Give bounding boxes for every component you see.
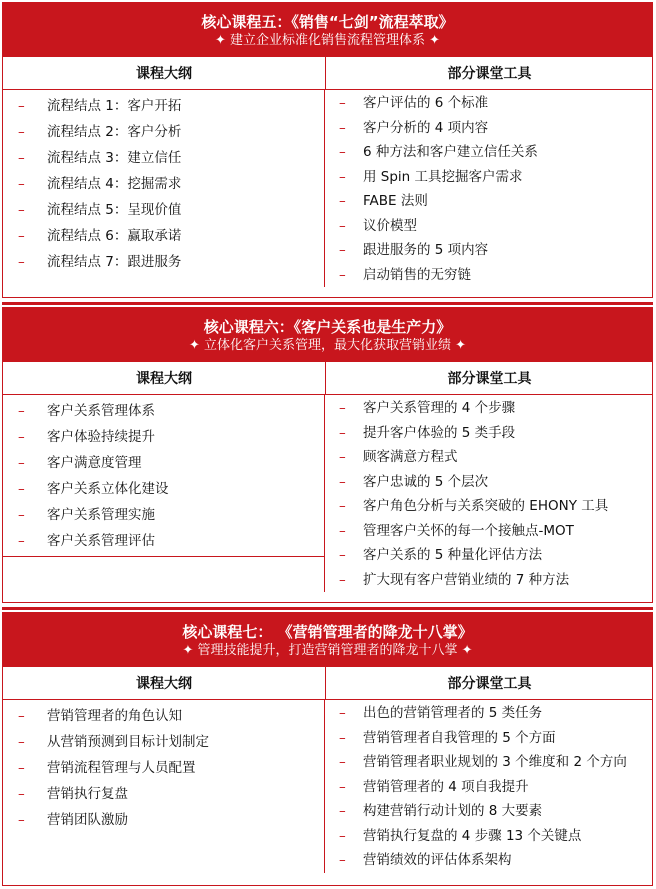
course-card-6 <box>2 307 653 603</box>
dash-icon: – <box>18 812 25 828</box>
tool-item: – FABE 法则 <box>325 189 652 214</box>
tools-column <box>325 90 652 287</box>
course-subtitle: ✦ 建立企业标准化销售流程管理体系 ✦ <box>214 33 441 48</box>
outline-column-header: 课程大纲 <box>3 362 326 394</box>
tool-item: – 管理客户关怀的每一个接触点-MOT <box>325 519 652 544</box>
tool-item: – 客户评估的 6 个标准 <box>325 91 652 116</box>
dash-icon: – <box>339 547 346 563</box>
outline-item: – 客户关系管理评估 <box>3 528 324 554</box>
course-subtitle: ✦ 管理技能提升，打造营销管理者的降龙十八掌 ✦ <box>182 643 473 658</box>
dash-icon: – <box>18 403 25 419</box>
course-header <box>3 3 652 57</box>
outline-item: – 营销管理者的角色认知 <box>3 703 324 729</box>
dash-icon: – <box>339 400 346 416</box>
tool-item: – 出色的营销管理者的 5 类任务 <box>325 701 652 726</box>
dash-icon: – <box>339 95 346 111</box>
outline-item: – 从营销预测到目标计划制定 <box>3 729 324 755</box>
outline-item: – 客户关系管理体系 <box>3 398 324 424</box>
tool-item: – 构建营销行动计划的 8 大要素 <box>325 799 652 824</box>
course-card-5 <box>2 2 653 298</box>
outline-column-header: 课程大纲 <box>3 667 326 699</box>
dash-icon: – <box>339 827 346 844</box>
course-header <box>3 308 652 362</box>
tool-item: – 营销绩效的评估体系架构 <box>325 848 652 873</box>
dash-icon: – <box>339 449 346 465</box>
outline-column <box>3 90 325 287</box>
dash-icon: – <box>339 729 346 746</box>
course-card-7 <box>2 612 653 886</box>
tool-item: – 用 Spin 工具挖掘客户需求 <box>325 165 652 190</box>
dash-icon: – <box>339 193 346 209</box>
strike-line <box>3 556 325 557</box>
dash-icon: – <box>339 168 346 185</box>
outline-item: – 流程结点 5：呈现价值 <box>3 197 324 223</box>
dash-icon: – <box>339 144 346 160</box>
course-title: 核心课程六：《客户关系也是生产力》 <box>203 318 452 336</box>
course-title: 核心课程七： 《营销管理者的降龙十八掌》 <box>182 623 473 641</box>
outline-item: – 营销执行复盘 <box>3 781 324 807</box>
tools-column-header: 部分课堂工具 <box>447 676 532 692</box>
section-divider <box>2 302 653 305</box>
course-title: 核心课程五：《销售“七剑”流程萃取》 <box>201 13 454 31</box>
tools-column <box>325 700 652 873</box>
dash-icon: – <box>339 266 346 283</box>
dash-icon: – <box>18 176 25 192</box>
outline-item: – 流程结点 7：跟进服务 <box>3 249 324 275</box>
outline-item: – 流程结点 1：客户开拓 <box>3 93 324 119</box>
dash-icon: – <box>339 498 346 514</box>
outline-item: – 客户关系管理实施 <box>3 502 324 528</box>
dash-icon: – <box>18 455 25 471</box>
dash-icon: – <box>339 571 346 588</box>
dash-icon: – <box>339 705 346 721</box>
dash-icon: – <box>18 481 25 497</box>
tool-item: – 议价模型 <box>325 214 652 239</box>
course-subtitle: ✦ 立体化客户关系管理，最大化获取营销业绩 ✦ <box>188 338 467 353</box>
dash-icon: – <box>18 786 25 802</box>
outline-item: – 客户满意度管理 <box>3 450 324 476</box>
tool-item: – 提升客户体验的 5 类手段 <box>325 421 652 446</box>
dash-icon: – <box>339 522 346 539</box>
tool-item: – 客户角色分析与关系突破的 EHONY 工具 <box>325 494 652 519</box>
tool-item: – 启动销售的无穷链 <box>325 263 652 288</box>
dash-icon: – <box>339 424 346 441</box>
tools-column-header: 部分课堂工具 <box>447 66 532 82</box>
dash-icon: – <box>18 734 25 750</box>
outline-column <box>3 395 325 592</box>
tool-item: – 营销管理者自我管理的 5 个方面 <box>325 726 652 751</box>
dash-icon: – <box>18 228 25 244</box>
dash-icon: – <box>18 708 25 724</box>
outline-item: – 客户关系立体化建设 <box>3 476 324 502</box>
outline-item: – 流程结点 3：建立信任 <box>3 145 324 171</box>
column-headers <box>3 667 652 700</box>
section-divider <box>2 607 653 610</box>
dash-icon: – <box>18 202 25 218</box>
dash-icon: – <box>339 473 346 490</box>
tools-column-header: 部分课堂工具 <box>447 371 532 387</box>
outline-item: – 客户体验持续提升 <box>3 424 324 450</box>
column-headers <box>3 57 652 90</box>
dash-icon: – <box>18 507 25 523</box>
tool-item: – 跟进服务的 5 项内容 <box>325 238 652 263</box>
course-header <box>3 613 652 667</box>
dash-icon: – <box>18 254 25 270</box>
tool-item: – 营销管理者职业规划的 3 个维度和 2 个方向 <box>325 750 652 775</box>
dash-icon: – <box>339 217 346 234</box>
dash-icon: – <box>339 242 346 258</box>
dash-icon: – <box>339 803 346 819</box>
tool-item: – 客户关系管理的 4 个步骤 <box>325 396 652 421</box>
tool-item: – 客户分析的 4 项内容 <box>325 116 652 141</box>
dash-icon: – <box>18 98 25 114</box>
tools-column <box>325 395 652 592</box>
tool-item: – 顾客满意方程式 <box>325 445 652 470</box>
tool-item: – 扩大现有客户营销业绩的 7 种方法 <box>325 568 652 593</box>
tool-item: – 客户忠诚的 5 个层次 <box>325 470 652 495</box>
tool-item: – 营销管理者的 4 项自我提升 <box>325 775 652 800</box>
dash-icon: – <box>18 150 25 166</box>
outline-item: – 流程结点 4：挖掘需求 <box>3 171 324 197</box>
dash-icon: – <box>18 429 25 445</box>
outline-item: – 营销流程管理与人员配置 <box>3 755 324 781</box>
outline-column-header: 课程大纲 <box>3 57 326 89</box>
dash-icon: – <box>18 760 25 776</box>
dash-icon: – <box>18 124 25 140</box>
dash-icon: – <box>339 119 346 136</box>
outline-item: – 营销团队激励 <box>3 807 324 833</box>
outline-item: – 流程结点 2：客户分析 <box>3 119 324 145</box>
dash-icon: – <box>339 754 346 770</box>
dash-icon: – <box>18 533 25 549</box>
tool-item: – 客户关系的 5 种量化评估方法 <box>325 543 652 568</box>
tool-item: – 营销执行复盘的 4 步骤 13 个关键点 <box>325 824 652 849</box>
tool-item: – 6 种方法和客户建立信任关系 <box>325 140 652 165</box>
outline-column <box>3 700 325 873</box>
dash-icon: – <box>339 852 346 868</box>
column-headers <box>3 362 652 395</box>
dash-icon: – <box>339 778 346 795</box>
outline-item: – 流程结点 6：赢取承诺 <box>3 223 324 249</box>
